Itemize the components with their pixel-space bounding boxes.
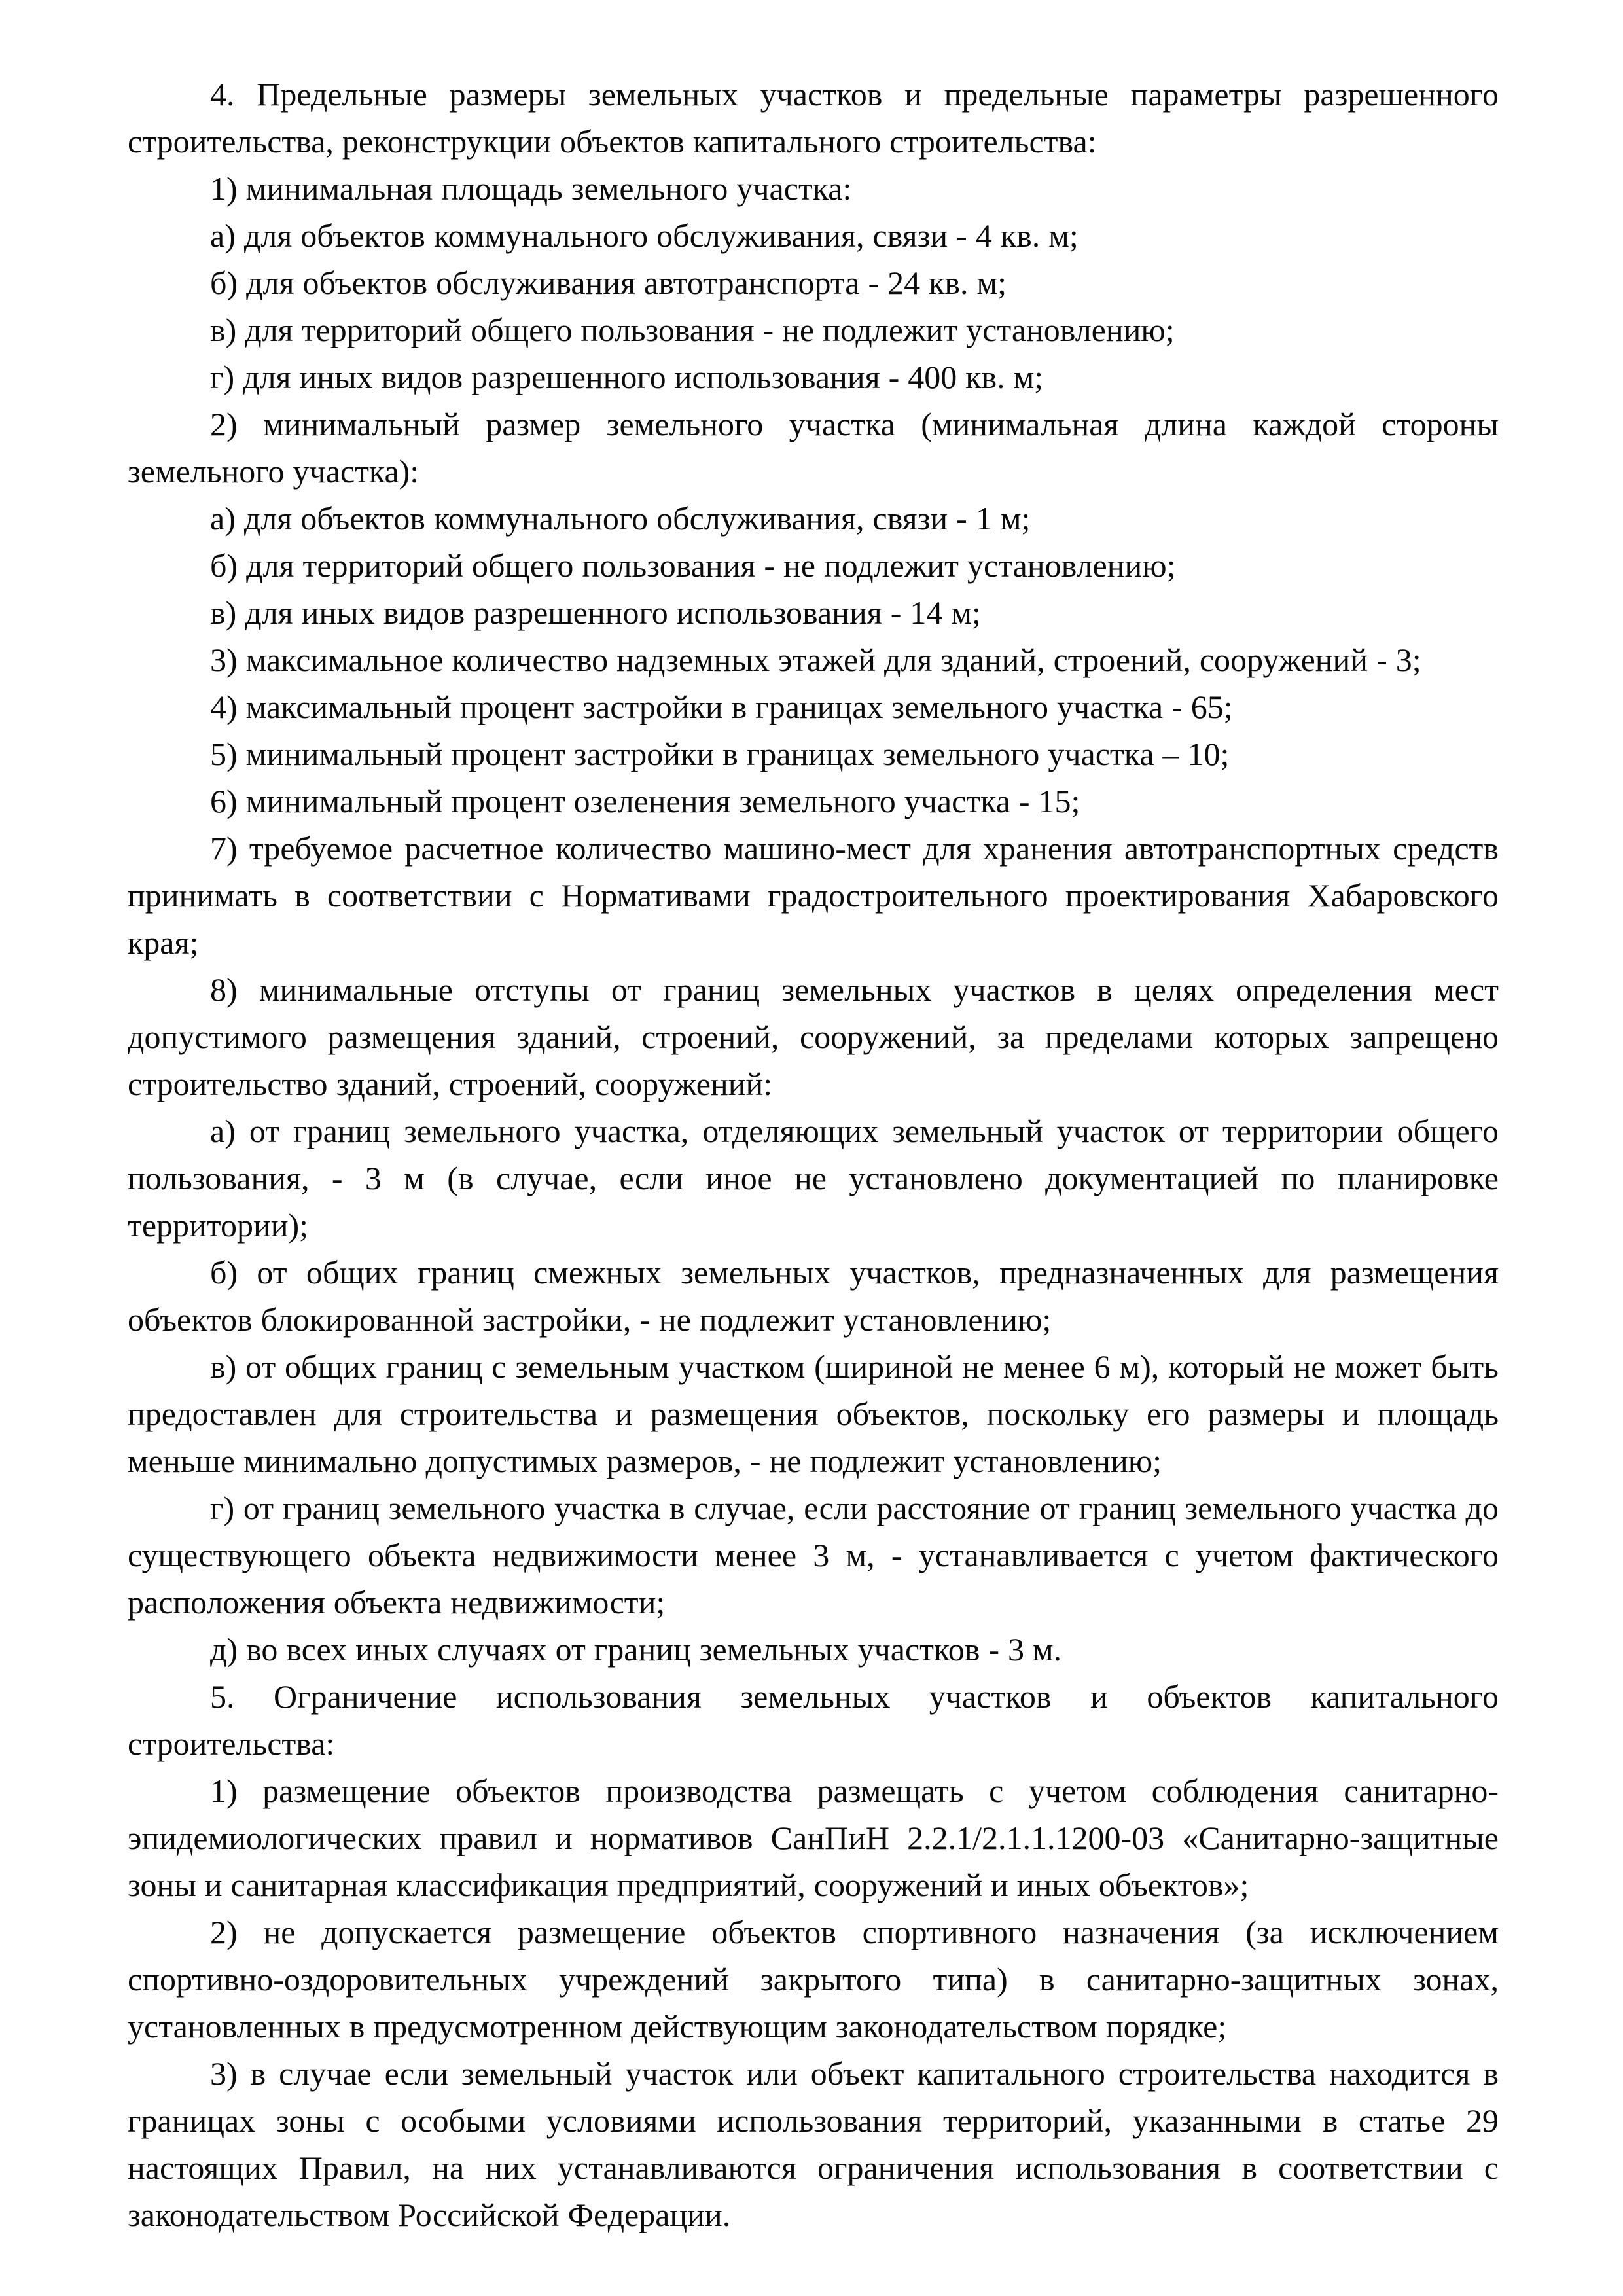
paragraph: 6) минимальный процент озеленения земельного участка - 15; [210,783,1080,819]
paragraph: б) для территорий общего пользования - не подлежит установлению; [210,547,1176,584]
paragraph: д) во всех иных случаях от границ земельных участков - 3 м. [210,1631,1062,1668]
paragraph: 3) в случае если земельный участок или объект капитального строительства находится в границах зоны с особыми условиями использования территорий, указанными в статье 29 настоящих Правил, на них устанавливаются ограничения использования в соответствии с законодательством Российской Федерации. [128,2055,1499,2233]
paragraph: г) от границ земельного участка в случае, если расстояние от границ земельного участка до существующего объекта недвижимости менее 3 м, - устанавливается с учетом фактического расположения объекта недвижимости; [128,1490,1499,1621]
paragraph: 1) размещение объектов производства размещать с учетом соблюдения санитарно-эпидемиологических правил и нормативов СанПиН 2.2.1/2.1.1.1200-03 «Санитарно-защитные зоны и санитарная классификация предприятий, сооружений и иных объектов»; [128,1772,1499,1903]
paragraph: а) от границ земельного участка, отделяющих земельный участок от территории общего пользования, - 3 м (в случае, если иное не установлено документацией по планировке территории); [128,1113,1499,1244]
paragraph: 2) минимальный размер земельного участка (минимальная длина каждой стороны земельного участка): [128,406,1499,490]
paragraph: 8) минимальные отступы от границ земельных участков в целях определения мест допустимого размещения зданий, строений, сооружений, за пределами которых запрещено строительство зданий, строений, сооружений: [128,971,1499,1102]
paragraph: 1) минимальная площадь земельного участка: [210,170,852,207]
paragraph: б) от общих границ смежных земельных участков, предназначенных для размещения объектов блокированной застройки, - не подлежит установлению; [128,1254,1499,1338]
paragraph: 4. Предельные размеры земельных участков и предельные параметры разрешенного строительства, реконструкции объектов капитального строительства: [128,76,1499,160]
paragraph: 5. Ограничение использования земельных участков и объектов капитального строительства: [128,1678,1499,1762]
paragraph: г) для иных видов разрешенного использования - 400 кв. м; [210,359,1044,395]
paragraph: а) для объектов коммунального обслуживания, связи - 1 м; [210,500,1031,537]
paragraph: 7) требуемое расчетное количество машино-мест для хранения автотранспортных средств принимать в соответствии с Нормативами градостроительного проектирования Хабаровского края; [128,830,1499,961]
paragraph: 4) максимальный процент застройки в границах земельного участка - 65; [210,689,1233,725]
paragraph: в) для иных видов разрешенного использования - 14 м; [210,594,981,631]
document-text-block [128,71,1499,2238]
paragraph: 3) максимальное количество надземных этажей для зданий, строений, сооружений - 3; [210,641,1421,678]
paragraph: 2) не допускается размещение объектов спортивного назначения (за исключением спортивно-оздоровительных учреждений закрытого типа) в санитарно-защитных зонах, установленных в предусмотренном действующим законодательством порядке; [128,1914,1499,2045]
paragraph: 5) минимальный процент застройки в границах земельного участка – 10; [210,736,1230,772]
paragraph: а) для объектов коммунального обслуживания, связи - 4 кв. м; [210,217,1079,254]
paragraph: в) от общих границ с земельным участком (шириной не менее 6 м), который не может быть предоставлен для строительства и размещения объектов, поскольку его размеры и площадь меньше минимально допустимых размеров, - не подлежит установлению; [128,1348,1499,1479]
paragraph: в) для территорий общего пользования - не подлежит установлению; [210,312,1175,348]
paragraph: б) для объектов обслуживания автотранспорта - 24 кв. м; [210,264,1007,301]
